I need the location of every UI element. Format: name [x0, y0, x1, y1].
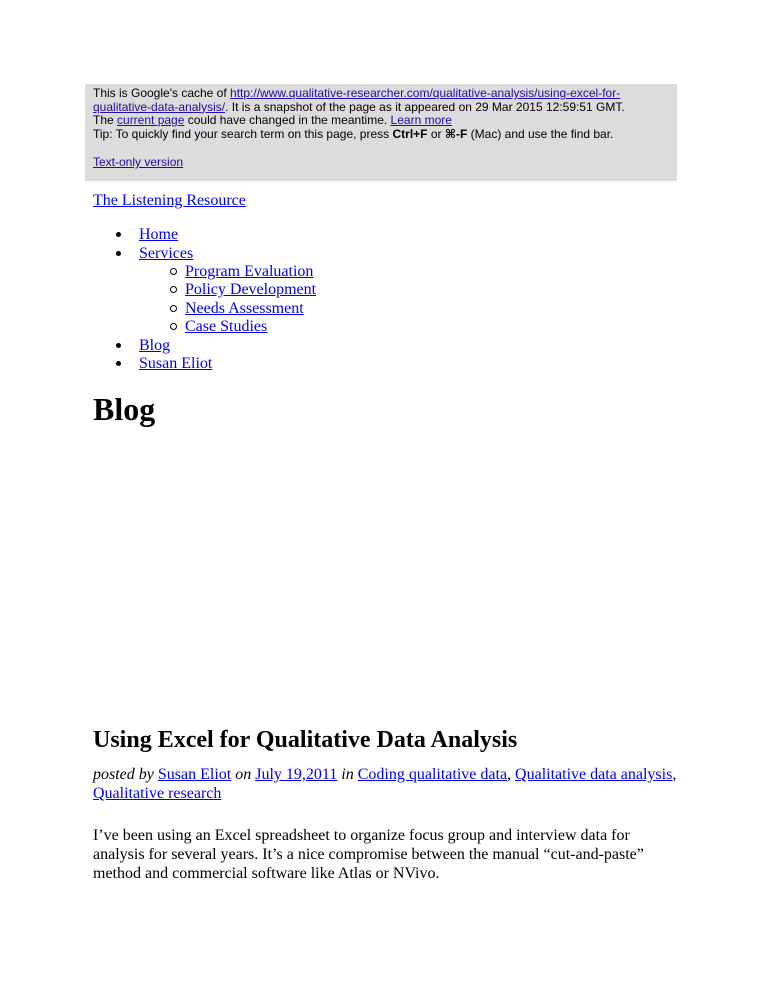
cache-notice: This is Google's cache of http://www.qualitative-researcher.com/qualitative-analysis/using-excel-for-qualitative-data-analysis/. It is a snapshot of the page as it appeared on 29 Mar 2015 12:59:51 GMT. The current page could have changed in the meantime. Learn more: [93, 86, 625, 127]
post-body: I’ve been using an Excel spreadsheet to organize focus group and interview data for analysis for several years. It’s a nice compromise between the manual “cut-and-paste” method and commercial software like Atlas or NVivo.: [93, 827, 644, 882]
category-link-qualitative-data-analysis[interactable]: Qualitative data analysis: [515, 766, 673, 783]
learn-more-link[interactable]: Learn more: [390, 113, 452, 127]
text-only-version-link[interactable]: Text-only version: [93, 155, 184, 169]
bullet-icon: [116, 361, 121, 366]
circle-bullet-icon: [170, 268, 177, 275]
nav-link-home[interactable]: Home: [139, 226, 179, 243]
page-title: Blog: [93, 391, 156, 427]
nav-link-services[interactable]: Services: [139, 245, 194, 262]
cached-url-link[interactable]: http://www.qualitative-researcher.com/qualitative-analysis/using-excel-for-qualitative-data-analysis/: [93, 86, 621, 114]
post-date-link[interactable]: July 19,2011: [255, 766, 338, 783]
subnav-link-program-evaluation[interactable]: Program Evaluation: [185, 263, 314, 280]
bullet-icon: [116, 232, 121, 237]
circle-bullet-icon: [170, 323, 177, 330]
ctrl-f-shortcut: Ctrl+F: [392, 126, 428, 141]
bullet-icon: [116, 343, 121, 348]
current-page-link[interactable]: current page: [117, 113, 185, 127]
cmd-f-shortcut: ⌘-F: [444, 126, 468, 141]
subnav-link-case-studies[interactable]: Case Studies: [185, 318, 268, 335]
site-title-link[interactable]: The Listening Resource: [93, 192, 246, 209]
find-tip: Tip: To quickly find your search term on this page, press Ctrl+F or ⌘-F (Mac) and use the find bar.: [93, 126, 614, 141]
post-title: Using Excel for Qualitative Data Analysis: [93, 727, 518, 753]
circle-bullet-icon: [170, 305, 177, 312]
subnav-link-needs-assessment[interactable]: Needs Assessment: [185, 300, 304, 317]
post-meta: posted by Susan Eliot on July 19,2011 in Coding qualitative data, Qualitative data analysis, Qualitative research: [93, 766, 677, 802]
category-link-qualitative-research[interactable]: Qualitative research: [93, 785, 222, 802]
cache-banner: [85, 84, 677, 181]
nav-link-susan-eliot[interactable]: Susan Eliot: [139, 355, 213, 372]
bullet-icon: [116, 251, 121, 256]
nav-link-blog[interactable]: Blog: [139, 337, 171, 354]
circle-bullet-icon: [170, 286, 177, 293]
subnav-link-policy-development[interactable]: Policy Development: [185, 281, 317, 298]
category-link-coding-qualitative-data[interactable]: Coding qualitative data: [357, 766, 508, 783]
post-author-link[interactable]: Susan Eliot: [157, 766, 232, 783]
